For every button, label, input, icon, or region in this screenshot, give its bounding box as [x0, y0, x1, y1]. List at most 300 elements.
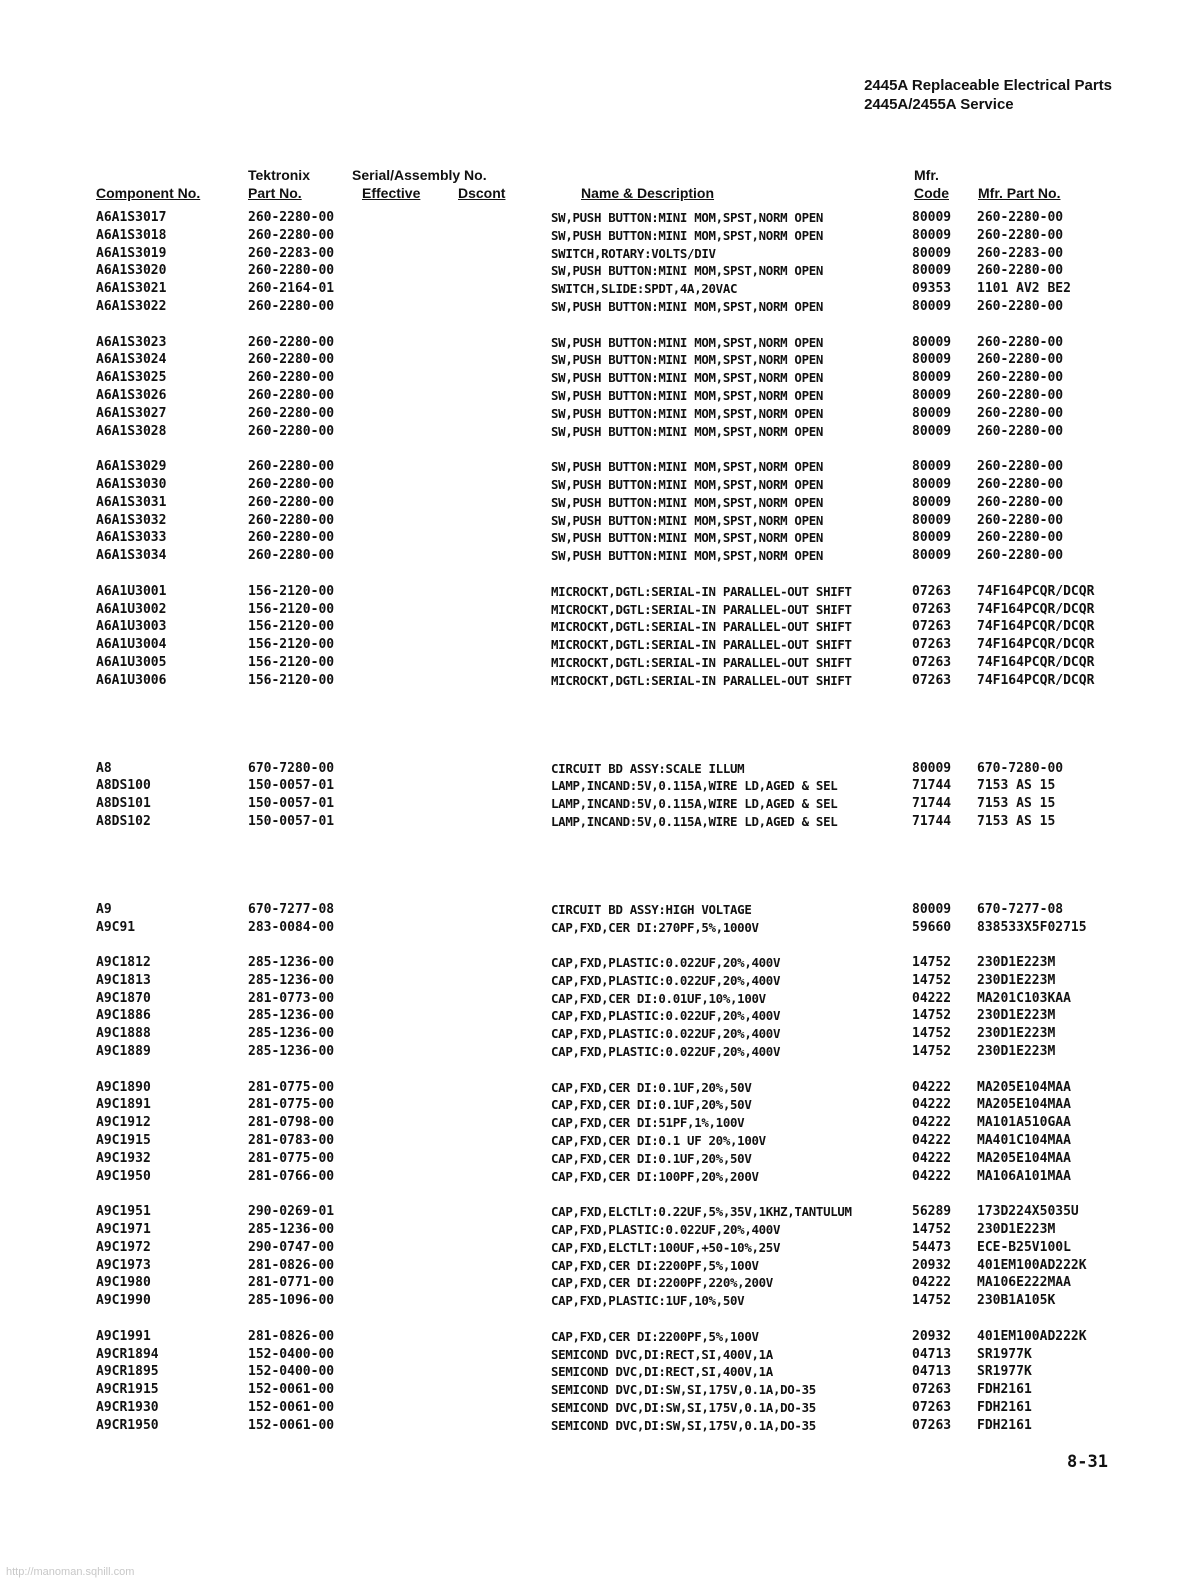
mfr-code: 07263: [912, 1417, 952, 1433]
component-no: A9C1951: [96, 1204, 151, 1220]
col-part: Part No.: [248, 185, 302, 201]
description: CAP,FXD,PLASTIC:0.022UF,20%,400V: [551, 1026, 781, 1042]
table-row: [0, 990, 1200, 1008]
table-row: [0, 209, 1200, 227]
mfr-code: 80009: [912, 530, 952, 546]
part-no: 281-0766-00: [248, 1168, 335, 1184]
mfr-code: 14752: [912, 1008, 952, 1024]
component-no: A8DS100: [96, 778, 151, 794]
component-no: A8DS101: [96, 796, 151, 812]
part-no: 260-2280-00: [248, 334, 335, 350]
description: LAMP,INCAND:5V,0.115A,WIRE LD,AGED & SEL: [551, 778, 838, 794]
mfr-part-no: FDH2161: [977, 1417, 1032, 1433]
mfr-code: 14752: [912, 972, 952, 988]
description: CAP,FXD,CER DI:2200PF,5%,100V: [551, 1257, 759, 1273]
description: MICROCKT,DGTL:SERIAL-IN PARALLEL-OUT SHIFT: [551, 601, 852, 617]
col-serial: Serial/Assembly No.: [352, 167, 487, 183]
component-no: A6A1S3024: [96, 352, 167, 368]
part-no: 285-1236-00: [248, 1008, 335, 1024]
component-no: A6A1S3019: [96, 245, 167, 261]
table-row: [0, 351, 1200, 369]
table-row: [0, 1025, 1200, 1043]
table-row: [0, 1417, 1200, 1435]
mfr-code: 80009: [912, 405, 952, 421]
part-no: 156-2120-00: [248, 601, 335, 617]
mfr-part-no: 230D1E223M: [977, 1044, 1056, 1060]
table-row: [0, 547, 1200, 565]
component-no: A6A1S3026: [96, 387, 167, 403]
mfr-code: 80009: [912, 901, 952, 917]
description: SW,PUSH BUTTON:MINI MOM,SPST,NORM OPEN: [551, 494, 824, 510]
part-no: 156-2120-00: [248, 654, 335, 670]
mfr-code: 80009: [912, 370, 952, 386]
description: CAP,FXD,ELCTLT:0.22UF,5%,35V,1KHZ,TANTULUM: [551, 1204, 852, 1220]
col-mfr: Mfr.: [914, 167, 939, 183]
mfr-code: 07263: [912, 637, 952, 653]
col-mfr-part: Mfr. Part No.: [978, 185, 1061, 201]
part-no: 281-0783-00: [248, 1133, 335, 1149]
description: CAP,FXD,CER DI:0.1UF,20%,50V: [551, 1097, 752, 1113]
description: CIRCUIT BD ASSY:HIGH VOLTAGE: [551, 901, 752, 917]
part-no: 156-2120-00: [248, 619, 335, 635]
part-no: 285-1096-00: [248, 1293, 335, 1309]
mfr-part-no: 230D1E223M: [977, 1008, 1056, 1024]
description: CAP,FXD,PLASTIC:0.022UF,20%,400V: [551, 1044, 781, 1060]
mfr-part-no: 74F164PCQR/DCQR: [977, 601, 1095, 617]
table-row: [0, 618, 1200, 636]
group-spacer: [0, 831, 1200, 901]
mfr-code: 07263: [912, 619, 952, 635]
mfr-part-no: SR1977K: [977, 1346, 1032, 1362]
mfr-code: 14752: [912, 1293, 952, 1309]
header-line-2: 2445A/2455A Service: [864, 96, 1014, 113]
part-no: 260-2280-00: [248, 405, 335, 421]
component-no: A9C1886: [96, 1008, 151, 1024]
mfr-code: 80009: [912, 245, 952, 261]
table-row: [0, 583, 1200, 601]
mfr-code: 71744: [912, 813, 952, 829]
component-no: A9CR1895: [96, 1364, 159, 1380]
mfr-code: 04222: [912, 1275, 952, 1291]
group-spacer: [0, 565, 1200, 583]
table-row: [0, 1079, 1200, 1097]
table-row: [0, 1168, 1200, 1186]
group-spacer: [0, 1185, 1200, 1203]
table-row: [0, 529, 1200, 547]
part-no: 260-2283-00: [248, 245, 335, 261]
part-no: 156-2120-00: [248, 637, 335, 653]
col-name: Name & Description: [581, 185, 715, 201]
mfr-code: 04222: [912, 1168, 952, 1184]
part-no: 670-7280-00: [248, 760, 335, 776]
mfr-part-no: 260-2280-00: [977, 334, 1064, 350]
group-spacer: [0, 316, 1200, 334]
header-line-1: 2445A Replaceable Electrical Parts: [864, 77, 1112, 94]
table-row: [0, 1292, 1200, 1310]
col-dscont: Dscont: [458, 185, 506, 201]
description: SEMICOND DVC,DI:RECT,SI,400V,1A: [551, 1364, 773, 1380]
mfr-part-no: MA201C103KAA: [977, 990, 1071, 1006]
mfr-part-no: 670-7280-00: [977, 760, 1064, 776]
mfr-code: 07263: [912, 654, 952, 670]
group-spacer: [0, 1310, 1200, 1328]
part-no: 260-2280-00: [248, 530, 335, 546]
part-no: 260-2280-00: [248, 370, 335, 386]
part-no: 152-0400-00: [248, 1346, 335, 1362]
mfr-part-no: FDH2161: [977, 1382, 1032, 1398]
table-row: [0, 672, 1200, 690]
description: CAP,FXD,CER DI:0.1UF,20%,50V: [551, 1150, 752, 1166]
component-no: A6A1S3030: [96, 476, 167, 492]
mfr-part-no: 260-2280-00: [977, 459, 1064, 475]
mfr-part-no: FDH2161: [977, 1400, 1032, 1416]
mfr-code: 80009: [912, 227, 952, 243]
mfr-part-no: 173D224X5035U: [977, 1204, 1079, 1220]
component-no: A9C1990: [96, 1293, 151, 1309]
mfr-code: 09353: [912, 281, 952, 297]
description: SW,PUSH BUTTON:MINI MOM,SPST,NORM OPEN: [551, 512, 824, 528]
part-no: 281-0798-00: [248, 1115, 335, 1131]
table-row: [0, 1043, 1200, 1061]
mfr-part-no: 7153 AS 15: [977, 796, 1056, 812]
mfr-part-no: 260-2280-00: [977, 210, 1064, 225]
part-no: 260-2280-00: [248, 512, 335, 528]
description: SW,PUSH BUTTON:MINI MOM,SPST,NORM OPEN: [551, 210, 824, 225]
description: CAP,FXD,CER DI:51PF,1%,100V: [551, 1115, 745, 1131]
description: SW,PUSH BUTTON:MINI MOM,SPST,NORM OPEN: [551, 298, 824, 314]
mfr-part-no: MA106A101MAA: [977, 1168, 1071, 1184]
mfr-code: 04222: [912, 1150, 952, 1166]
table-row: [0, 972, 1200, 990]
mfr-code: 56289: [912, 1204, 952, 1220]
col-effective: Effective: [362, 185, 421, 201]
component-no: A6A1U3005: [96, 654, 167, 670]
table-row: [0, 405, 1200, 423]
component-no: A6A1S3032: [96, 512, 167, 528]
component-no: A6A1S3022: [96, 298, 167, 314]
description: CAP,FXD,ELCTLT:100UF,+50-10%,25V: [551, 1239, 781, 1255]
component-no: A6A1U3003: [96, 619, 167, 635]
component-no: A9C1870: [96, 990, 151, 1006]
mfr-part-no: 74F164PCQR/DCQR: [977, 637, 1095, 653]
component-no: A9CR1915: [96, 1382, 159, 1398]
component-no: A6A1S3020: [96, 263, 167, 279]
part-no: 281-0771-00: [248, 1275, 335, 1291]
part-no: 281-0826-00: [248, 1257, 335, 1273]
mfr-code: 07263: [912, 583, 952, 599]
mfr-code: 04222: [912, 1097, 952, 1113]
description: LAMP,INCAND:5V,0.115A,WIRE LD,AGED & SEL: [551, 813, 838, 829]
table-row: [0, 387, 1200, 405]
mfr-part-no: 74F164PCQR/DCQR: [977, 583, 1095, 599]
component-no: A9C1889: [96, 1044, 151, 1060]
mfr-part-no: 260-2280-00: [977, 387, 1064, 403]
table-row: [0, 280, 1200, 298]
component-no: A6A1U3004: [96, 637, 167, 653]
mfr-code: 80009: [912, 459, 952, 475]
mfr-part-no: 670-7277-08: [977, 901, 1064, 917]
table-row: [0, 512, 1200, 530]
table-row: [0, 919, 1200, 937]
group-spacer: [0, 690, 1200, 760]
mfr-part-no: 260-2280-00: [977, 423, 1064, 439]
component-no: A6A1S3021: [96, 281, 167, 297]
mfr-part-no: 260-2280-00: [977, 530, 1064, 546]
table-row: [0, 1381, 1200, 1399]
component-no: A9C1972: [96, 1239, 151, 1255]
description: SW,PUSH BUTTON:MINI MOM,SPST,NORM OPEN: [551, 548, 824, 564]
description: SEMICOND DVC,DI:SW,SI,175V,0.1A,DO-35: [551, 1382, 816, 1398]
watermark: http://manoman.sqhill.com: [6, 1566, 135, 1578]
component-no: A9C1915: [96, 1133, 151, 1149]
mfr-code: 80009: [912, 263, 952, 279]
mfr-code: 04222: [912, 1133, 952, 1149]
col-tektronix: Tektronix: [248, 167, 310, 183]
part-no: 285-1236-00: [248, 1222, 335, 1238]
component-no: A9C1890: [96, 1079, 151, 1095]
mfr-part-no: 230D1E223M: [977, 955, 1056, 971]
description: SWITCH,ROTARY:VOLTS/DIV: [551, 245, 716, 261]
mfr-part-no: 838533X5F02715: [977, 919, 1087, 935]
part-no: 152-0061-00: [248, 1400, 335, 1416]
component-no: A9: [96, 901, 112, 917]
description: SEMICOND DVC,DI:SW,SI,175V,0.1A,DO-35: [551, 1417, 816, 1433]
component-no: A8DS102: [96, 813, 151, 829]
mfr-code: 04713: [912, 1364, 952, 1380]
table-row: [0, 334, 1200, 352]
table-row: [0, 777, 1200, 795]
part-no: 260-2280-00: [248, 227, 335, 243]
table-row: [0, 1150, 1200, 1168]
table-row: [0, 1257, 1200, 1275]
part-no: 285-1236-00: [248, 1044, 335, 1060]
component-no: A6A1S3028: [96, 423, 167, 439]
component-no: A9CR1894: [96, 1346, 159, 1362]
description: CIRCUIT BD ASSY:SCALE ILLUM: [551, 760, 745, 776]
mfr-code: 80009: [912, 423, 952, 439]
description: MICROCKT,DGTL:SERIAL-IN PARALLEL-OUT SHIFT: [551, 619, 852, 635]
group-spacer: [0, 1061, 1200, 1079]
table-row: [0, 1399, 1200, 1417]
parts-table: [0, 209, 1200, 1435]
col-component: Component No.: [96, 185, 201, 201]
part-no: 260-2164-01: [248, 281, 335, 297]
description: CAP,FXD,CER DI:100PF,20%,200V: [551, 1168, 759, 1184]
mfr-part-no: 230D1E223M: [977, 1026, 1056, 1042]
table-row: [0, 369, 1200, 387]
description: SW,PUSH BUTTON:MINI MOM,SPST,NORM OPEN: [551, 459, 824, 475]
table-row: [0, 795, 1200, 813]
component-no: A9C1888: [96, 1026, 151, 1042]
table-row: [0, 1096, 1200, 1114]
description: CAP,FXD,CER DI:0.1 UF 20%,100V: [551, 1133, 766, 1149]
description: CAP,FXD,CER DI:270PF,5%,1000V: [551, 919, 759, 935]
part-no: 260-2280-00: [248, 548, 335, 564]
description: CAP,FXD,CER DI:2200PF,220%,200V: [551, 1275, 773, 1291]
description: SW,PUSH BUTTON:MINI MOM,SPST,NORM OPEN: [551, 370, 824, 386]
mfr-code: 14752: [912, 1222, 952, 1238]
mfr-code: 80009: [912, 760, 952, 776]
table-row: [0, 1132, 1200, 1150]
mfr-code: 80009: [912, 210, 952, 225]
component-no: A6A1U3001: [96, 583, 167, 599]
description: CAP,FXD,PLASTIC:1UF,10%,50V: [551, 1293, 745, 1309]
component-no: A8: [96, 760, 112, 776]
mfr-part-no: 74F164PCQR/DCQR: [977, 654, 1095, 670]
part-no: 281-0775-00: [248, 1150, 335, 1166]
mfr-code: 04222: [912, 1079, 952, 1095]
mfr-part-no: ECE-B25V100L: [977, 1239, 1071, 1255]
mfr-code: 20932: [912, 1257, 952, 1273]
component-no: A6A1U3006: [96, 672, 167, 688]
table-row: [0, 1114, 1200, 1132]
table-row: [0, 901, 1200, 919]
table-row: [0, 476, 1200, 494]
mfr-code: 80009: [912, 512, 952, 528]
mfr-part-no: 260-2280-00: [977, 405, 1064, 421]
description: MICROCKT,DGTL:SERIAL-IN PARALLEL-OUT SHIFT: [551, 583, 852, 599]
part-no: 260-2280-00: [248, 352, 335, 368]
mfr-code: 07263: [912, 1382, 952, 1398]
part-no: 152-0400-00: [248, 1364, 335, 1380]
table-row: [0, 1328, 1200, 1346]
mfr-part-no: SR1977K: [977, 1364, 1032, 1380]
mfr-code: 71744: [912, 778, 952, 794]
description: MICROCKT,DGTL:SERIAL-IN PARALLEL-OUT SHIFT: [551, 672, 852, 688]
part-no: 156-2120-00: [248, 583, 335, 599]
description: MICROCKT,DGTL:SERIAL-IN PARALLEL-OUT SHIFT: [551, 637, 852, 653]
component-no: A6A1U3002: [96, 601, 167, 617]
mfr-part-no: 74F164PCQR/DCQR: [977, 672, 1095, 688]
component-no: A9CR1950: [96, 1417, 159, 1433]
part-no: 285-1236-00: [248, 972, 335, 988]
mfr-code: 80009: [912, 334, 952, 350]
table-row: [0, 1221, 1200, 1239]
part-no: 260-2280-00: [248, 459, 335, 475]
part-no: 670-7277-08: [248, 901, 335, 917]
part-no: 281-0775-00: [248, 1079, 335, 1095]
mfr-code: 80009: [912, 494, 952, 510]
description: SW,PUSH BUTTON:MINI MOM,SPST,NORM OPEN: [551, 423, 824, 439]
description: CAP,FXD,PLASTIC:0.022UF,20%,400V: [551, 1008, 781, 1024]
mfr-code: 71744: [912, 796, 952, 812]
mfr-code: 04713: [912, 1346, 952, 1362]
mfr-part-no: 260-2280-00: [977, 512, 1064, 528]
table-row: [0, 1203, 1200, 1221]
part-no: 260-2280-00: [248, 387, 335, 403]
table-row: [0, 1274, 1200, 1292]
description: CAP,FXD,CER DI:0.1UF,20%,50V: [551, 1079, 752, 1095]
component-no: A6A1S3027: [96, 405, 167, 421]
mfr-code: 20932: [912, 1328, 952, 1344]
mfr-part-no: MA106E222MAA: [977, 1275, 1071, 1291]
mfr-code: 80009: [912, 476, 952, 492]
mfr-code: 07263: [912, 672, 952, 688]
mfr-code: 54473: [912, 1239, 952, 1255]
mfr-part-no: 260-2280-00: [977, 298, 1064, 314]
mfr-code: 04222: [912, 1115, 952, 1131]
mfr-part-no: 260-2283-00: [977, 245, 1064, 261]
mfr-part-no: MA101A510GAA: [977, 1115, 1071, 1131]
description: CAP,FXD,CER DI:0.01UF,10%,100V: [551, 990, 766, 1006]
part-no: 150-0057-01: [248, 813, 335, 829]
mfr-part-no: 260-2280-00: [977, 548, 1064, 564]
page-header: [864, 76, 1112, 114]
description: LAMP,INCAND:5V,0.115A,WIRE LD,AGED & SEL: [551, 796, 838, 812]
component-no: A6A1S3029: [96, 459, 167, 475]
description: SWITCH,SLIDE:SPDT,4A,20VAC: [551, 281, 738, 297]
mfr-part-no: MA205E104MAA: [977, 1097, 1071, 1113]
table-row: [0, 227, 1200, 245]
part-no: 281-0773-00: [248, 990, 335, 1006]
component-no: A6A1S3034: [96, 548, 167, 564]
mfr-part-no: 230D1E223M: [977, 972, 1056, 988]
component-no: A9C1932: [96, 1150, 151, 1166]
mfr-part-no: 7153 AS 15: [977, 778, 1056, 794]
description: SW,PUSH BUTTON:MINI MOM,SPST,NORM OPEN: [551, 476, 824, 492]
component-no: A9C1973: [96, 1257, 151, 1273]
group-spacer: [0, 440, 1200, 458]
mfr-part-no: MA205E104MAA: [977, 1150, 1071, 1166]
mfr-code: 14752: [912, 1044, 952, 1060]
part-no: 150-0057-01: [248, 796, 335, 812]
page-number: 8-31: [1067, 1452, 1108, 1472]
component-no: A9C1813: [96, 972, 151, 988]
description: SW,PUSH BUTTON:MINI MOM,SPST,NORM OPEN: [551, 263, 824, 279]
description: SW,PUSH BUTTON:MINI MOM,SPST,NORM OPEN: [551, 387, 824, 403]
part-no: 260-2280-00: [248, 476, 335, 492]
part-no: 285-1236-00: [248, 1026, 335, 1042]
component-no: A9C1891: [96, 1097, 151, 1113]
description: SW,PUSH BUTTON:MINI MOM,SPST,NORM OPEN: [551, 334, 824, 350]
mfr-code: 80009: [912, 548, 952, 564]
part-no: 150-0057-01: [248, 778, 335, 794]
part-no: 152-0061-00: [248, 1417, 335, 1433]
description: SW,PUSH BUTTON:MINI MOM,SPST,NORM OPEN: [551, 530, 824, 546]
mfr-code: 80009: [912, 298, 952, 314]
mfr-code: 07263: [912, 1400, 952, 1416]
description: CAP,FXD,CER DI:2200PF,5%,100V: [551, 1328, 759, 1344]
mfr-code: 07263: [912, 601, 952, 617]
component-no: A6A1S3023: [96, 334, 167, 350]
component-no: A6A1S3033: [96, 530, 167, 546]
description: CAP,FXD,PLASTIC:0.022UF,20%,400V: [551, 972, 781, 988]
description: SW,PUSH BUTTON:MINI MOM,SPST,NORM OPEN: [551, 405, 824, 421]
part-no: 260-2280-00: [248, 298, 335, 314]
mfr-code: 14752: [912, 1026, 952, 1042]
table-row: [0, 1363, 1200, 1381]
description: SEMICOND DVC,DI:SW,SI,175V,0.1A,DO-35: [551, 1400, 816, 1416]
mfr-part-no: 260-2280-00: [977, 476, 1064, 492]
table-row: [0, 298, 1200, 316]
description: SW,PUSH BUTTON:MINI MOM,SPST,NORM OPEN: [551, 227, 824, 243]
description: CAP,FXD,PLASTIC:0.022UF,20%,400V: [551, 955, 781, 971]
component-no: A9C1980: [96, 1275, 151, 1291]
component-no: A9C91: [96, 919, 136, 935]
mfr-code: 80009: [912, 352, 952, 368]
part-no: 283-0084-00: [248, 919, 335, 935]
description: SW,PUSH BUTTON:MINI MOM,SPST,NORM OPEN: [551, 352, 824, 368]
table-row: [0, 813, 1200, 831]
component-no: A9C1812: [96, 955, 151, 971]
component-no: A6A1S3017: [96, 210, 167, 225]
mfr-part-no: 260-2280-00: [977, 263, 1064, 279]
mfr-part-no: MA205E104MAA: [977, 1079, 1071, 1095]
table-row: [0, 1346, 1200, 1364]
table-row: [0, 954, 1200, 972]
mfr-code: 14752: [912, 955, 952, 971]
group-spacer: [0, 936, 1200, 954]
